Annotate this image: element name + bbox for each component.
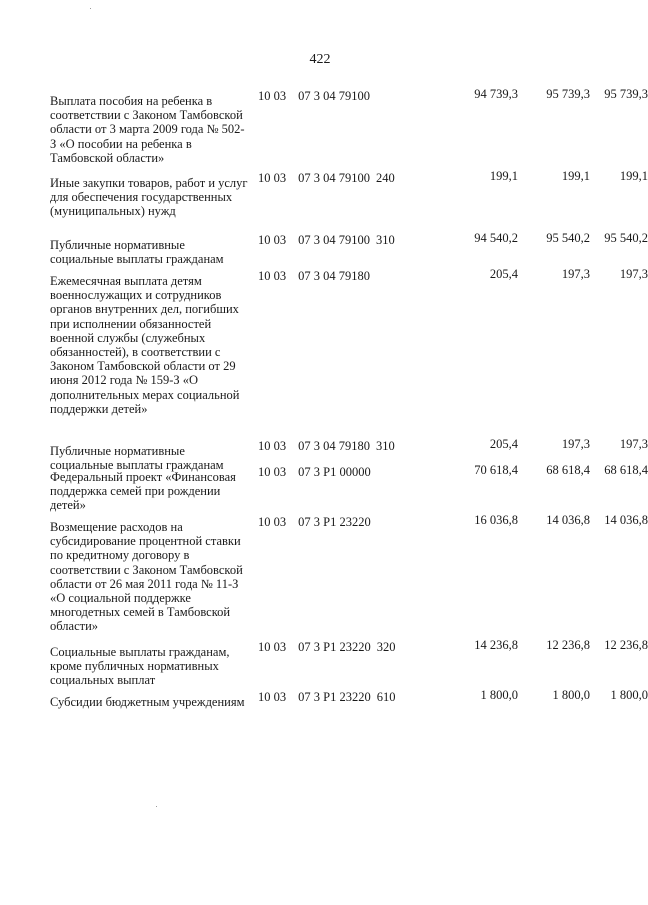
amount-year-3: 95 739,3 [604,87,648,101]
row-description: Публичные нормативные социальные выплаты гражданам [50,444,224,473]
amount-year-1: 16 036,8 [474,513,518,527]
section-code: 10 03 [258,515,287,529]
amount-year-2: 197,3 [561,437,590,451]
expense-type-code: 320 [376,640,396,654]
amount-year-2: 199,1 [561,169,590,183]
row-codes [258,89,376,103]
section-code: 10 03 [258,89,287,103]
row-description: Публичные нормативные социальные выплаты гражданам [50,238,224,267]
amount-year-2: 95 540,2 [546,231,590,245]
row-codes [258,640,395,654]
row-codes [258,171,395,185]
budget-row [50,513,648,638]
section-code: 10 03 [258,465,287,479]
amount-year-2: 95 739,3 [546,87,590,101]
amount-year-3: 197,3 [619,437,648,451]
budget-row [50,638,648,688]
amount-year-3: 1 800,0 [610,688,648,702]
row-description: Возмещение расходов на субсидирование процентной ставки по кредитному договору в соответствии с Законом Тамбовской области от 26 мая 2011 года № 11-З «О социальной поддержке многодетных семей в Тамбовской области» [50,520,243,634]
target-code: 07 3 04 79100 [298,233,370,247]
budget-row [50,463,648,513]
page-number: 422 [309,52,331,67]
budget-row [50,231,648,267]
row-description: Иные закупки товаров, работ и услуг для обеспечения государственных (муниципальных) нужд [50,176,248,219]
budget-row [50,688,648,728]
row-codes [258,233,395,247]
amount-year-1: 205,4 [489,437,518,451]
section-code: 10 03 [258,171,287,185]
amount-year-1: 94 540,2 [474,231,518,245]
scan-speck [90,8,91,9]
row-description: Выплата пособия на ребенка в соответствии с Законом Тамбовской области от 3 марта 2009 года № 502-З «О пособии на ребенка в Тамбовской области» [50,94,245,165]
target-code: 07 3 P1 23220 [298,690,371,704]
target-code: 07 3 04 79180 [298,439,370,453]
budget-row [50,87,648,169]
scan-speck [156,806,157,807]
section-code: 10 03 [258,640,287,654]
expense-type-code: 310 [376,439,395,453]
amount-year-3: 95 540,2 [604,231,648,245]
row-codes [258,690,395,704]
section-code: 10 03 [258,439,287,453]
amount-year-2: 12 236,8 [546,638,590,652]
row-codes [258,515,377,529]
target-code: 07 3 04 79180 [298,269,370,283]
row-codes [258,269,376,283]
amount-year-3: 199,1 [619,169,648,183]
budget-table [50,87,648,728]
target-code: 07 3 04 79100 [298,89,370,103]
target-code: 07 3 P1 23220 [298,515,371,529]
row-codes [258,439,395,453]
expense-type-code: 610 [376,690,396,704]
amount-year-1: 205,4 [489,267,518,281]
amount-year-3: 197,3 [619,267,648,281]
row-description: Социальные выплаты гражданам, кроме публичных нормативных социальных выплат [50,645,230,688]
row-description: Субсидии бюджетным учреждениям [50,695,245,709]
budget-row [50,169,648,231]
amount-year-2: 14 036,8 [546,513,590,527]
section-code: 10 03 [258,690,287,704]
amount-year-2: 1 800,0 [552,688,590,702]
target-code: 07 3 P1 00000 [298,465,371,479]
target-code: 07 3 P1 23220 [298,640,371,654]
amount-year-1: 70 618,4 [474,463,518,477]
row-codes [258,465,377,479]
amount-year-3: 14 036,8 [604,513,648,527]
amount-year-2: 68 618,4 [546,463,590,477]
target-code: 07 3 04 79100 [298,171,370,185]
row-description: Ежемесячная выплата детям военнослужащих и сотрудников органов внутренних дел, погибших при исполнении обязанностей военной службы (служебных обязанностей), в соответствии с Законом Тамбовской области от 29 июня 2012 года № 159-З «О дополнительных мерах социальной поддержки детей» [50,274,240,416]
expense-type-code: 240 [376,171,395,185]
amount-year-2: 197,3 [561,267,590,281]
expense-type-code: 310 [376,233,395,247]
amount-year-1: 94 739,3 [474,87,518,101]
amount-year-3: 68 618,4 [604,463,648,477]
row-description: Федеральный проект «Финансовая поддержка семей при рождении детей» [50,470,236,513]
section-code: 10 03 [258,233,287,247]
amount-year-1: 1 800,0 [480,688,518,702]
amount-year-3: 12 236,8 [604,638,648,652]
budget-row [50,267,648,437]
amount-year-1: 199,1 [489,169,518,183]
amount-year-1: 14 236,8 [474,638,518,652]
section-code: 10 03 [258,269,287,283]
